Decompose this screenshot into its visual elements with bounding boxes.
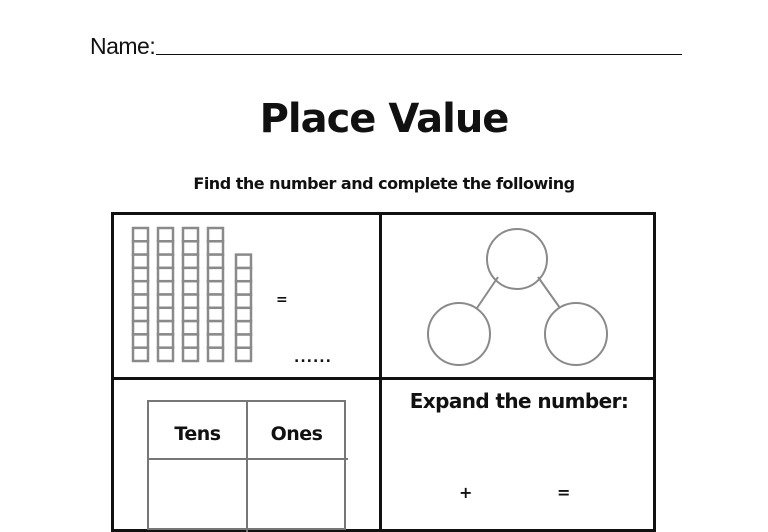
ones-column <box>236 255 251 361</box>
rod-unit <box>158 334 173 347</box>
rod-unit <box>208 241 223 254</box>
rod-unit <box>183 228 198 241</box>
rod-unit <box>208 308 223 321</box>
rod-unit <box>158 281 173 294</box>
ones-cube <box>236 255 251 268</box>
rod-unit <box>133 255 148 268</box>
bond-right-connector <box>538 277 560 308</box>
rod-unit <box>208 334 223 347</box>
rod-unit <box>158 268 173 281</box>
worksheet-instructions: Find the number and complete the following <box>193 174 575 193</box>
rod-unit <box>183 241 198 254</box>
rod-unit <box>158 348 173 361</box>
number-bond-diagram <box>420 222 620 372</box>
tens-rod <box>208 228 223 361</box>
rod-unit <box>208 348 223 361</box>
tens-rod <box>158 228 173 361</box>
rod-unit <box>133 348 148 361</box>
expand-equals-sign: = <box>557 483 571 502</box>
rod-unit <box>158 255 173 268</box>
ones-cube <box>236 281 251 294</box>
rod-unit <box>183 295 198 308</box>
name-label: Name: <box>90 33 156 59</box>
rod-unit <box>133 228 148 241</box>
rod-unit <box>133 241 148 254</box>
ones-cube <box>236 308 251 321</box>
expand-number-title: Expand the number: <box>409 389 629 413</box>
rod-unit <box>208 228 223 241</box>
bond-whole-circle[interactable] <box>487 229 547 289</box>
table-header-divider <box>149 458 348 460</box>
rod-unit <box>183 268 198 281</box>
worksheet-title: Place Value <box>259 96 509 142</box>
rod-unit <box>158 321 173 334</box>
rod-unit <box>208 255 223 268</box>
rod-unit <box>133 308 148 321</box>
table-column-divider <box>246 402 248 532</box>
rod-unit <box>133 334 148 347</box>
tens-rod <box>133 228 148 361</box>
rod-unit <box>183 321 198 334</box>
rod-unit <box>158 228 173 241</box>
rod-unit <box>158 241 173 254</box>
rod-unit <box>158 308 173 321</box>
rod-unit <box>183 255 198 268</box>
rod-unit <box>208 295 223 308</box>
rod-unit <box>208 268 223 281</box>
ones-cube <box>236 268 251 281</box>
rod-unit <box>208 321 223 334</box>
rod-unit <box>133 295 148 308</box>
rod-unit <box>183 348 198 361</box>
bond-part-left-circle[interactable] <box>428 303 490 365</box>
bond-left-connector <box>477 277 498 308</box>
blocks-equals-sign: = <box>276 292 288 308</box>
ones-cube <box>236 295 251 308</box>
ones-cube <box>236 348 251 361</box>
rod-unit <box>133 321 148 334</box>
ones-cube <box>236 334 251 347</box>
ones-header: Ones <box>270 423 323 445</box>
tens-header: Tens <box>174 423 221 445</box>
base-ten-blocks-group <box>133 228 251 361</box>
rod-unit <box>183 334 198 347</box>
bond-part-right-circle[interactable] <box>545 303 607 365</box>
rod-unit <box>133 281 148 294</box>
rod-unit <box>183 308 198 321</box>
expand-plus-sign: + <box>459 483 473 502</box>
place-value-table <box>147 400 346 530</box>
ones-cube <box>236 321 251 334</box>
rod-unit <box>208 281 223 294</box>
rod-unit <box>133 268 148 281</box>
rod-unit <box>158 295 173 308</box>
rod-unit <box>183 281 198 294</box>
answer-blank[interactable]: ...... <box>294 350 332 366</box>
tens-rod <box>183 228 198 361</box>
